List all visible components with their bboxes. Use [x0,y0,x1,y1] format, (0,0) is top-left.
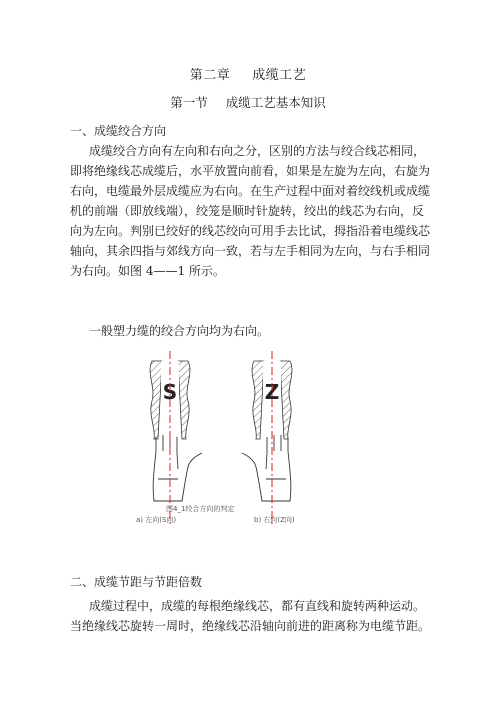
twist-direction-figure [136,351,366,531]
chapter-title [0,64,496,83]
section-name: 成缆工艺基本知识 [225,95,326,110]
figure-label-right: b) 右向(Z向) [254,516,295,524]
paragraph-twist-direction [70,141,431,281]
section-title [0,93,496,111]
figure-caption: 图4_1绞合方向的判定 [166,505,235,513]
paragraph-line: 向为左向。判别已绞好的线芯绞向可用手去比试，拇指沿着电缆线芯 [70,224,431,238]
chapter-name: 成缆工艺 [252,68,307,83]
s-letter: S [162,380,178,404]
paragraph-line: 一般塑力缆的绞合方向均为右向。 [89,324,270,338]
figure-label-left: a) 左向(S向) [136,516,177,524]
paragraph-line: 轴向，其余四指与郊线方向一致，若与左手相同为左向，与右手相同 [70,244,431,258]
section-number: 第一节 [170,95,208,110]
heading-twist-direction: 一、成缆绞合方向 [70,124,167,138]
paragraph-line: 成缆绞合方向有左向和右向之分，区别的方法与绞合线芯相同， [89,144,426,158]
paragraph-line: 当绝缘线芯旋转一周时，绝缘线芯沿轴向前进的距离称为电缆节距。 [70,619,431,633]
chapter-number: 第二章 [189,68,231,83]
z-letter: Z [264,380,280,404]
paragraph-line: 为右向。如图 4——1 所示。 [70,264,225,278]
paragraph-line: 成缆过程中，成缆的每根绝缘线芯，都有直线和旋转两种运动。 [89,599,426,613]
paragraph-pitch [70,596,431,636]
left-hand-icon [153,435,202,501]
paragraph-line: 即将绝缘线芯成缆后，水平放置向前看，如果是左旋为左向，右旋为 [70,164,431,178]
heading-pitch: 二、成缆节距与节距倍数 [70,575,203,589]
paragraph-line: 右向，电缆最外层成缆应为右向。在生产过程中面对着绞线机或成缆 [70,184,431,198]
paragraph-right-direction [89,321,429,341]
right-hand-icon [242,435,291,501]
paragraph-line: 机的前端（即放线端），绞笼是顺时针旋转，绞出的线芯为右向，反 [70,204,425,218]
